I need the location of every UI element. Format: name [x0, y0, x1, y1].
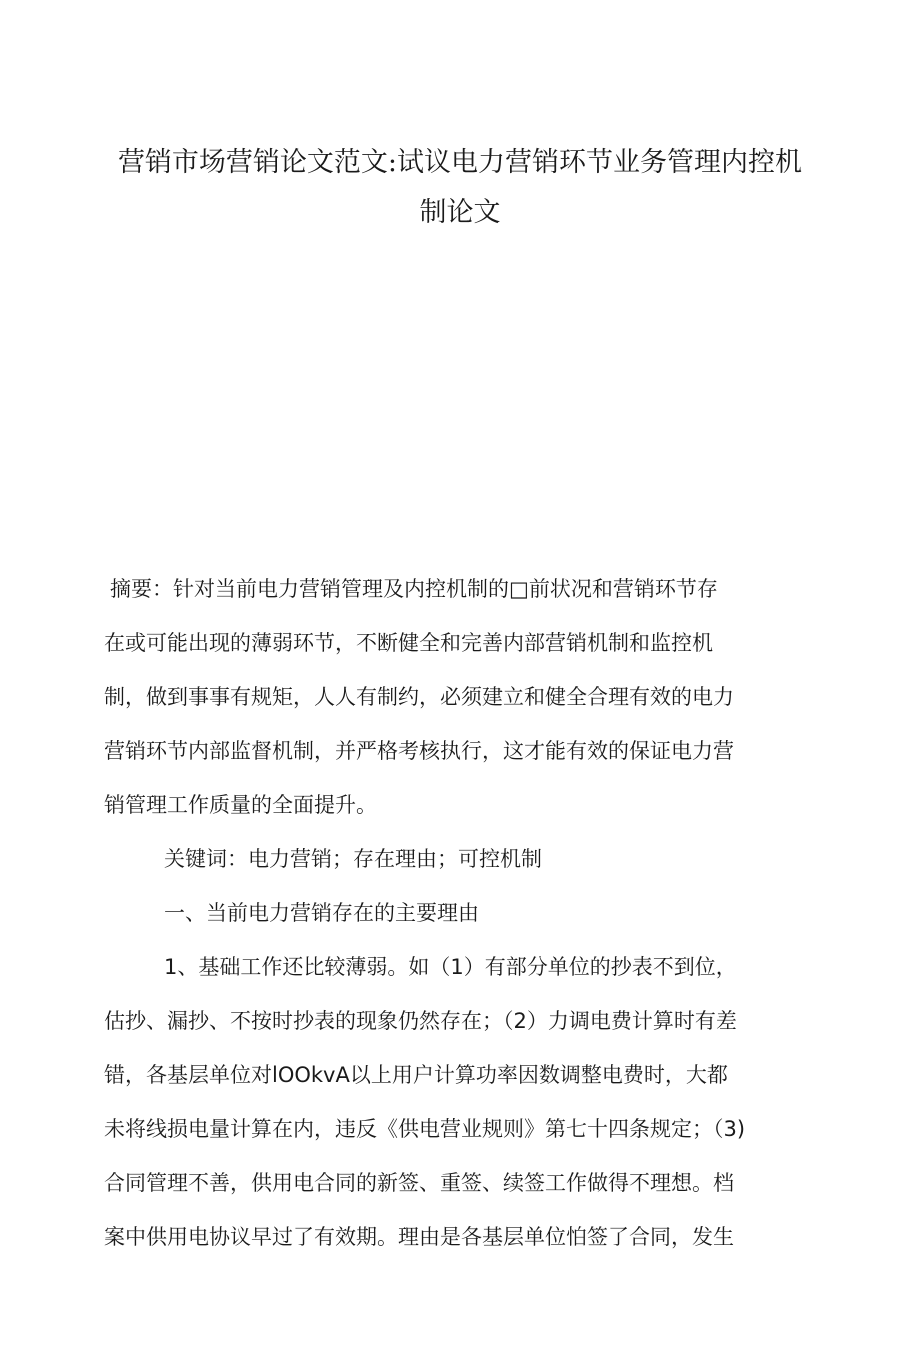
paragraph-1-line-1: 1、基础工作还比较薄弱。如（1）有部分单位的抄表不到位， — [164, 955, 737, 979]
paragraph-1-line-5: 合同管理不善，供用电合同的新签、重签、续签工作做得不理想。档 — [104, 1171, 734, 1195]
abstract-line-5: 销管理工作质量的全面提升。 — [104, 793, 377, 817]
paragraph-1-line-6: 案中供用电协议早过了有效期。理由是各基层单位怕签了合同，发生 — [104, 1225, 734, 1249]
paragraph-1-line-3: 错，各基层单位对lOOkvA以上用户计算功率因数调整电费时，大都 — [104, 1063, 728, 1087]
keywords-line: 关键词：电力营销；存在理由；可控机制 — [164, 847, 542, 871]
section-heading-1: 一、当前电力营销存在的主要理由 — [164, 901, 479, 925]
document-title-line-1: 营销市场营销论文范文:试议电力营销环节业务管理内控机 — [117, 147, 803, 178]
paragraph-1-line-4: 未将线损电量计算在内，违反《供电营业规则》第七十四条规定；（3) — [104, 1117, 746, 1141]
document-title — [90, 138, 830, 238]
paragraph-1-line-2: 估抄、漏抄、不按时抄表的现象仍然存在；（2）力调电费计算时有差 — [104, 1009, 737, 1033]
document-title-line-2: 制论文 — [419, 197, 501, 228]
abstract-line-1: 摘要：针对当前电力营销管理及内控机制的□前状况和营销环节存 — [110, 577, 718, 601]
abstract-line-4: 营销环节内部监督机制，并严格考核执行，这才能有效的保证电力营 — [104, 739, 734, 763]
abstract-line-2: 在或可能出现的薄弱环节，不断健全和完善内部营销机制和监控机 — [104, 631, 713, 655]
abstract-line-3: 制，做到事事有规矩，人人有制约，必须建立和健全合理有效的电力 — [104, 685, 734, 709]
document-body — [104, 562, 804, 1264]
